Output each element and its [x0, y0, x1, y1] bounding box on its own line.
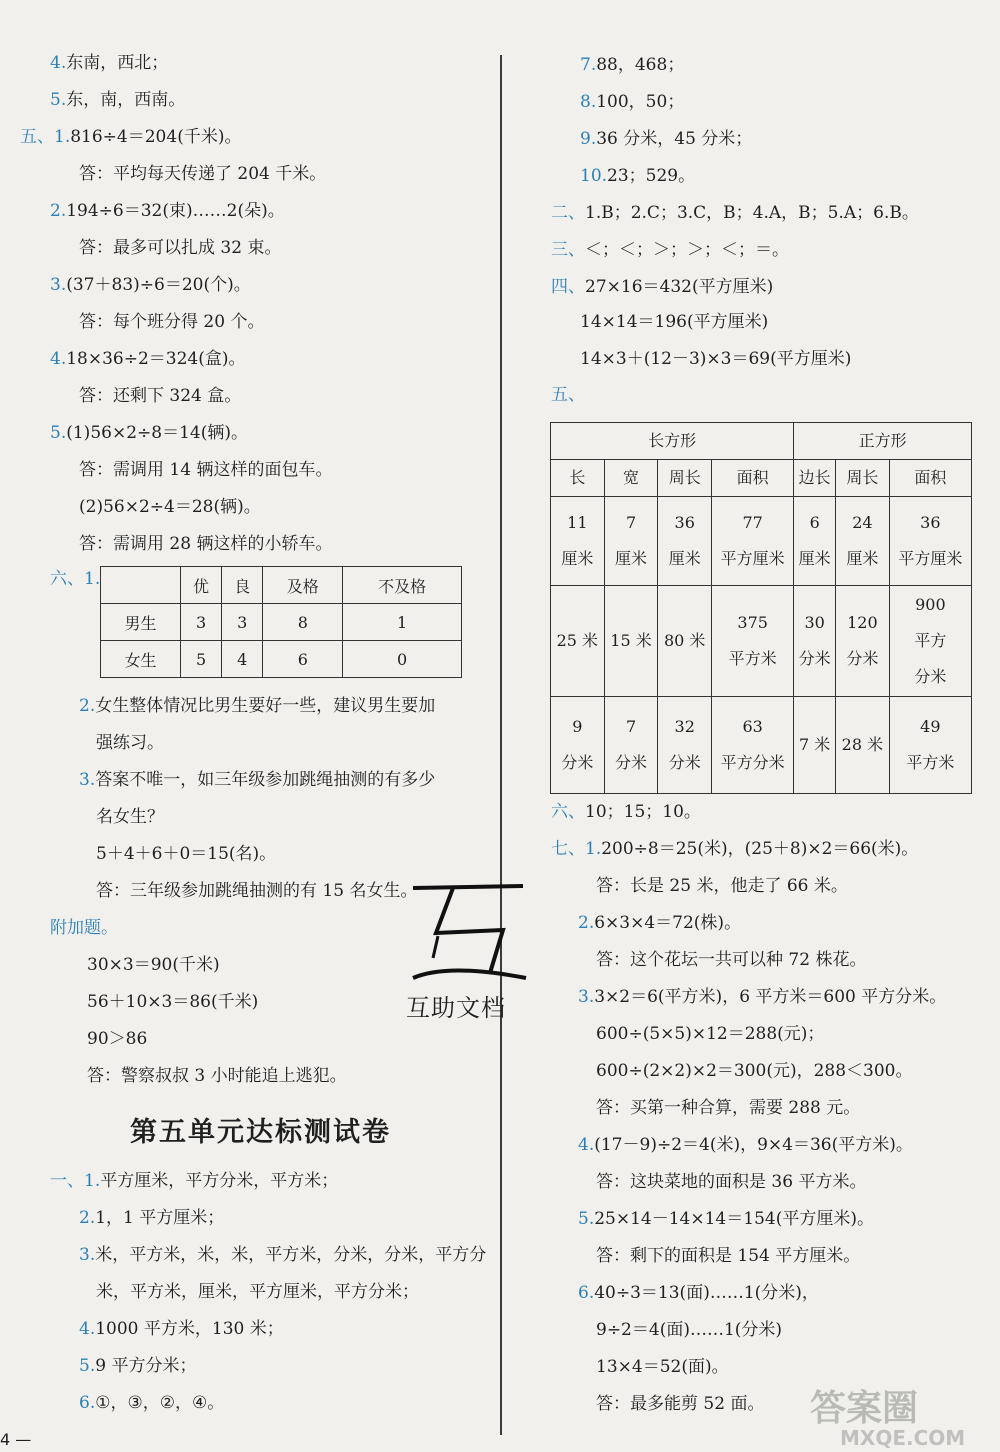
answer-line: 七、1.200÷8＝25(米)，(25＋8)×2＝66(米)。	[551, 839, 919, 859]
table-cell: 24 厘米	[836, 497, 890, 586]
table-header-cell: 良	[222, 567, 263, 604]
answer-line: 14×14＝196(平方厘米)	[580, 312, 769, 332]
table-cell: 7 分米	[604, 697, 658, 794]
answer-line: 90＞86	[87, 1029, 148, 1049]
answer-line: 3.3×2＝6(平方米)，6 平方米＝600 平方分米。	[578, 987, 947, 1007]
logo-text: 答案圈	[810, 1388, 919, 1429]
answer-line: 56＋10×3＝86(千米)	[87, 992, 259, 1012]
table-group-header: 长方形	[551, 423, 794, 460]
table-subheader-row	[551, 460, 972, 497]
answer-line: 5.9 平方分米；	[79, 1356, 197, 1376]
answer-line: 2.6×3×4＝72(株)。	[578, 913, 742, 933]
table-cell: 49 平方米	[889, 697, 971, 794]
table-header-cell: 及格	[263, 567, 343, 604]
answer-line: 答：需调用 28 辆这样的小轿车。	[79, 534, 333, 554]
table-cell: 5	[180, 641, 221, 678]
answer-line: 30×3＝90(千米)	[87, 955, 220, 975]
area-table	[550, 422, 972, 794]
table-group-header: 正方形	[794, 423, 972, 460]
answer-line: 10.23；529。	[580, 166, 696, 186]
answer-line: 一、1.平方厘米，平方分米，平方米；	[50, 1171, 339, 1191]
table-header-cell: 周长	[658, 460, 712, 497]
answer-line: (2)56×2÷4＝28(辆)。	[79, 497, 261, 517]
answer-line: 米，平方米，厘米，平方厘米，平方分米；	[96, 1282, 419, 1302]
table-cell: 120 分米	[836, 586, 890, 697]
answer-line: 2.1，1 平方厘米；	[79, 1208, 225, 1228]
logo-domain: MXQE.COM	[840, 1426, 966, 1450]
table-row	[101, 604, 462, 641]
table-cell: 男生	[101, 604, 181, 641]
answer-line: 五、	[551, 385, 585, 405]
table-header-row	[101, 567, 462, 604]
answer-line: 9÷2＝4(面)……1(分米)	[596, 1320, 783, 1340]
watermark-text: 互助文档	[406, 994, 506, 1022]
answer-line: 二、1.B；2.C；3.C，B；4.A，B；5.A；6.B。	[551, 203, 919, 223]
table-header-cell	[101, 567, 181, 604]
answer-line: 三、＜；＜；＞；＞；＜；＝。	[551, 240, 789, 260]
answer-line: 3.(37＋83)÷6＝20(个)。	[50, 275, 251, 295]
answer-line: 600÷(5×5)×12＝288(元)；	[596, 1024, 825, 1044]
table-header-cell: 长	[551, 460, 605, 497]
answer-line: 5.(1)56×2÷8＝14(辆)。	[50, 423, 248, 443]
answer-line: 四、27×16＝432(平方厘米)	[551, 277, 774, 297]
answer-line: 答：剩下的面积是 154 平方厘米。	[596, 1246, 861, 1266]
table-cell: 1	[343, 604, 462, 641]
answer-line: 3.米，平方米，米，米，平方米，分米，分米，平方分	[79, 1245, 487, 1265]
site-logo-icon	[800, 1380, 990, 1450]
answer-line: 7.88，468；	[580, 55, 685, 75]
table-header-cell: 宽	[604, 460, 658, 497]
answer-line: 答：最多可以扎成 32 束。	[79, 238, 282, 258]
table-cell: 7 厘米	[604, 497, 658, 586]
table-row	[551, 497, 972, 586]
answer-line: 强练习。	[96, 733, 164, 753]
table-header-cell: 面积	[712, 460, 794, 497]
answer-line: 14×3＋(12－3)×3＝69(平方厘米)	[580, 349, 852, 369]
answer-line: 答：平均每天传递了 204 千米。	[79, 164, 327, 184]
answer-line: 5.25×14－14×14＝154(平方厘米)。	[578, 1209, 874, 1229]
table-cell: 32 分米	[658, 697, 712, 794]
table-row	[551, 586, 972, 697]
table-cell: 3	[222, 604, 263, 641]
answer-line: 5＋4＋6＋0＝15(名)。	[96, 844, 277, 864]
table-cell: 3	[180, 604, 221, 641]
table-cell: 15 米	[604, 586, 658, 697]
answer-line: 答：这个花坛一共可以种 72 株花。	[596, 950, 867, 970]
watermark-logo-icon	[408, 878, 528, 988]
table-header-cell: 周长	[836, 460, 890, 497]
answer-line: 4.1000 平方米，130 米；	[79, 1319, 284, 1339]
answer-line: 6.①，③，②，④。	[79, 1393, 225, 1413]
table-header-cell: 不及格	[343, 567, 462, 604]
table-cell: 6 厘米	[794, 497, 836, 586]
page-number: 4 —	[0, 1430, 32, 1449]
table-cell: 36 平方厘米	[889, 497, 971, 586]
answer-line: 答：三年级参加跳绳抽测的有 15 名女生。	[96, 881, 418, 901]
answer-line: 答：每个班分得 20 个。	[79, 312, 265, 332]
answer-line: 答：还剩下 324 盒。	[79, 386, 242, 406]
answer-line: 4.东南，西北；	[50, 53, 169, 73]
answer-line: 答：买第一种合算，需要 288 元。	[596, 1098, 861, 1118]
answer-line: 五、1.816÷4＝204(千米)。	[20, 127, 242, 147]
answer-line: 答：最多能剪 52 面。	[596, 1394, 765, 1414]
answer-line: 名女生？	[96, 807, 164, 827]
table-cell: 0	[343, 641, 462, 678]
answer-line: 六、10；15；10。	[551, 802, 701, 822]
table-cell: 77 平方厘米	[712, 497, 794, 586]
answer-line: 六、1.	[50, 569, 101, 589]
grade-table	[100, 566, 462, 678]
answer-line: 附加题。	[50, 918, 118, 938]
answer-line: 5.东，南，西南。	[50, 90, 186, 110]
answer-line: 2.女生整体情况比男生要好一些，建议男生要加	[79, 696, 436, 716]
answer-line: 答：警察叔叔 3 小时能追上逃犯。	[87, 1066, 347, 1086]
answer-line: 8.100，50；	[580, 92, 685, 112]
table-cell: 4	[222, 641, 263, 678]
table-cell: 11 厘米	[551, 497, 605, 586]
answer-line: 答：这块菜地的面积是 36 平方米。	[596, 1172, 867, 1192]
table-header-cell: 面积	[889, 460, 971, 497]
answer-line: 600÷(2×2)×2＝300(元)，288＜300。	[596, 1061, 913, 1081]
answer-line: 4.18×36÷2＝324(盒)。	[50, 349, 246, 369]
answer-line: 3.答案不唯一，如三年级参加跳绳抽测的有多少	[79, 770, 436, 790]
answer-line: 答：需调用 14 辆这样的面包车。	[79, 460, 333, 480]
table-cell: 36 厘米	[658, 497, 712, 586]
table-cell: 25 米	[551, 586, 605, 697]
table-cell: 63 平方分米	[712, 697, 794, 794]
answer-line: 13×4＝52(面)。	[596, 1357, 729, 1377]
table-row	[101, 641, 462, 678]
answer-line: 6.40÷3＝13(面)……1(分米)，	[578, 1283, 819, 1303]
answer-line: 9.36 分米，45 分米；	[580, 129, 753, 149]
table-cell: 7 米	[794, 697, 836, 794]
table-cell: 80 米	[658, 586, 712, 697]
answer-line: 4.(17－9)÷2＝4(米)，9×4＝36(平方米)。	[578, 1135, 913, 1155]
table-cell: 28 米	[836, 697, 890, 794]
table-cell: 6	[263, 641, 343, 678]
answer-line: 2.194÷6＝32(束)……2(朵)。	[50, 201, 285, 221]
table-cell: 375 平方米	[712, 586, 794, 697]
table-cell: 30 分米	[794, 586, 836, 697]
section-title: 第五单元达标测试卷	[130, 1117, 391, 1148]
table-cell: 8	[263, 604, 343, 641]
table-header-cell: 优	[180, 567, 221, 604]
column-divider	[500, 55, 502, 1435]
table-header-cell: 边长	[794, 460, 836, 497]
table-cell: 女生	[101, 641, 181, 678]
table-cell: 900 平方 分米	[889, 586, 971, 697]
answer-line: 答：长是 25 米，他走了 66 米。	[596, 876, 848, 896]
table-row	[551, 697, 972, 794]
table-cell: 9 分米	[551, 697, 605, 794]
